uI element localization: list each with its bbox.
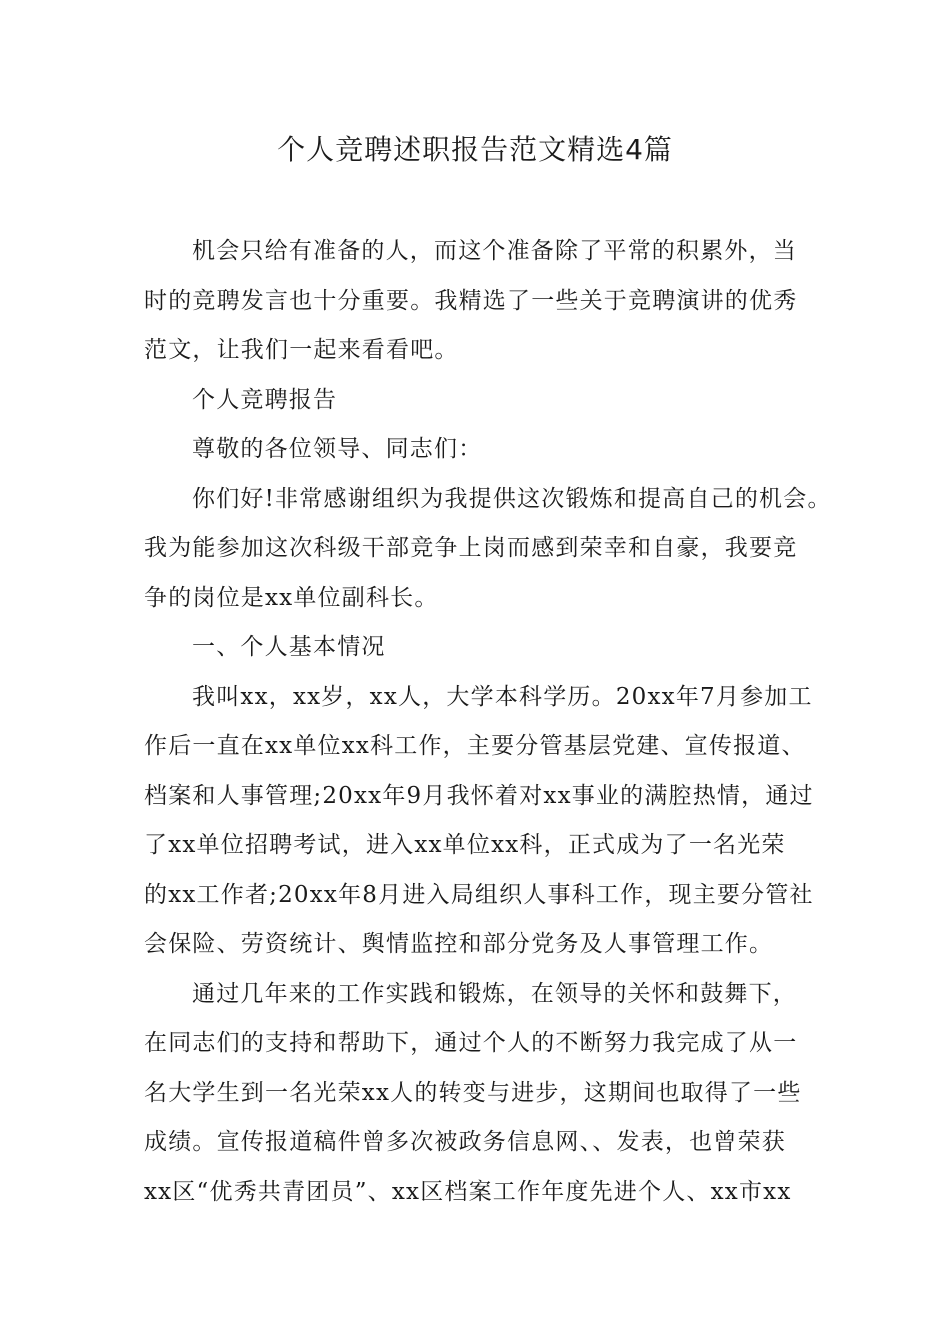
document-title: 个人竞聘述职报告范文精选4篇	[277, 133, 673, 166]
body-line: 你们好!非常感谢组织为我提供这次锻炼和提高自己的机会。	[192, 485, 832, 512]
body-line: 我叫xx，xx岁，xx人，大学本科学历。20xx年7月参加工	[192, 683, 813, 710]
document-body	[144, 227, 832, 1217]
section-heading: 一、个人基本情况	[192, 634, 386, 660]
body-line: 成绩。宣传报道稿件曾多次被政务信息网、、发表，也曾荣获	[144, 1129, 786, 1155]
body-line: 范文，让我们一起来看看吧。	[144, 337, 459, 363]
body-line: 会保险、劳资统计、舆情监控和部分党务及人事管理工作。	[144, 931, 774, 957]
body-line: 通过几年来的工作实践和锻炼，在领导的关怀和鼓舞下，	[192, 980, 797, 1007]
body-line: 在同志们的支持和帮助下，通过个人的不断努力我完成了从一	[144, 1030, 798, 1056]
body-line: 我为能参加这次科级干部竞争上岗而感到荣幸和自豪，我要竞	[144, 535, 798, 561]
body-line: 的xx工作者;20xx年8月进入局组织人事科工作，现主要分管社	[144, 881, 814, 908]
body-line: 名大学生到一名光荣xx人的转变与进步，这期间也取得了一些	[144, 1079, 802, 1106]
section-heading: 个人竞聘报告	[192, 386, 338, 413]
salutation: 尊敬的各位领导、同志们：	[192, 436, 483, 462]
body-line: 作后一直在xx单位xx科工作，主要分管基层党建、宣传报道、	[144, 733, 806, 759]
body-line: 了xx单位招聘考试，进入xx单位xx科，正式成为了一名光荣	[144, 832, 786, 858]
body-line: 争的岗位是xx单位副科长。	[144, 584, 439, 611]
body-line: xx区“优秀共青团员”、xx区档案工作年度先进个人、xx市xx	[144, 1178, 792, 1205]
body-line: 机会只给有准备的人，而这个准备除了平常的积累外，当	[192, 238, 797, 264]
body-line: 时的竞聘发言也十分重要。我精选了一些关于竞聘演讲的优秀	[144, 287, 798, 314]
body-line: 档案和人事管理;20xx年9月我怀着对xx事业的满腔热情，通过	[144, 782, 814, 809]
